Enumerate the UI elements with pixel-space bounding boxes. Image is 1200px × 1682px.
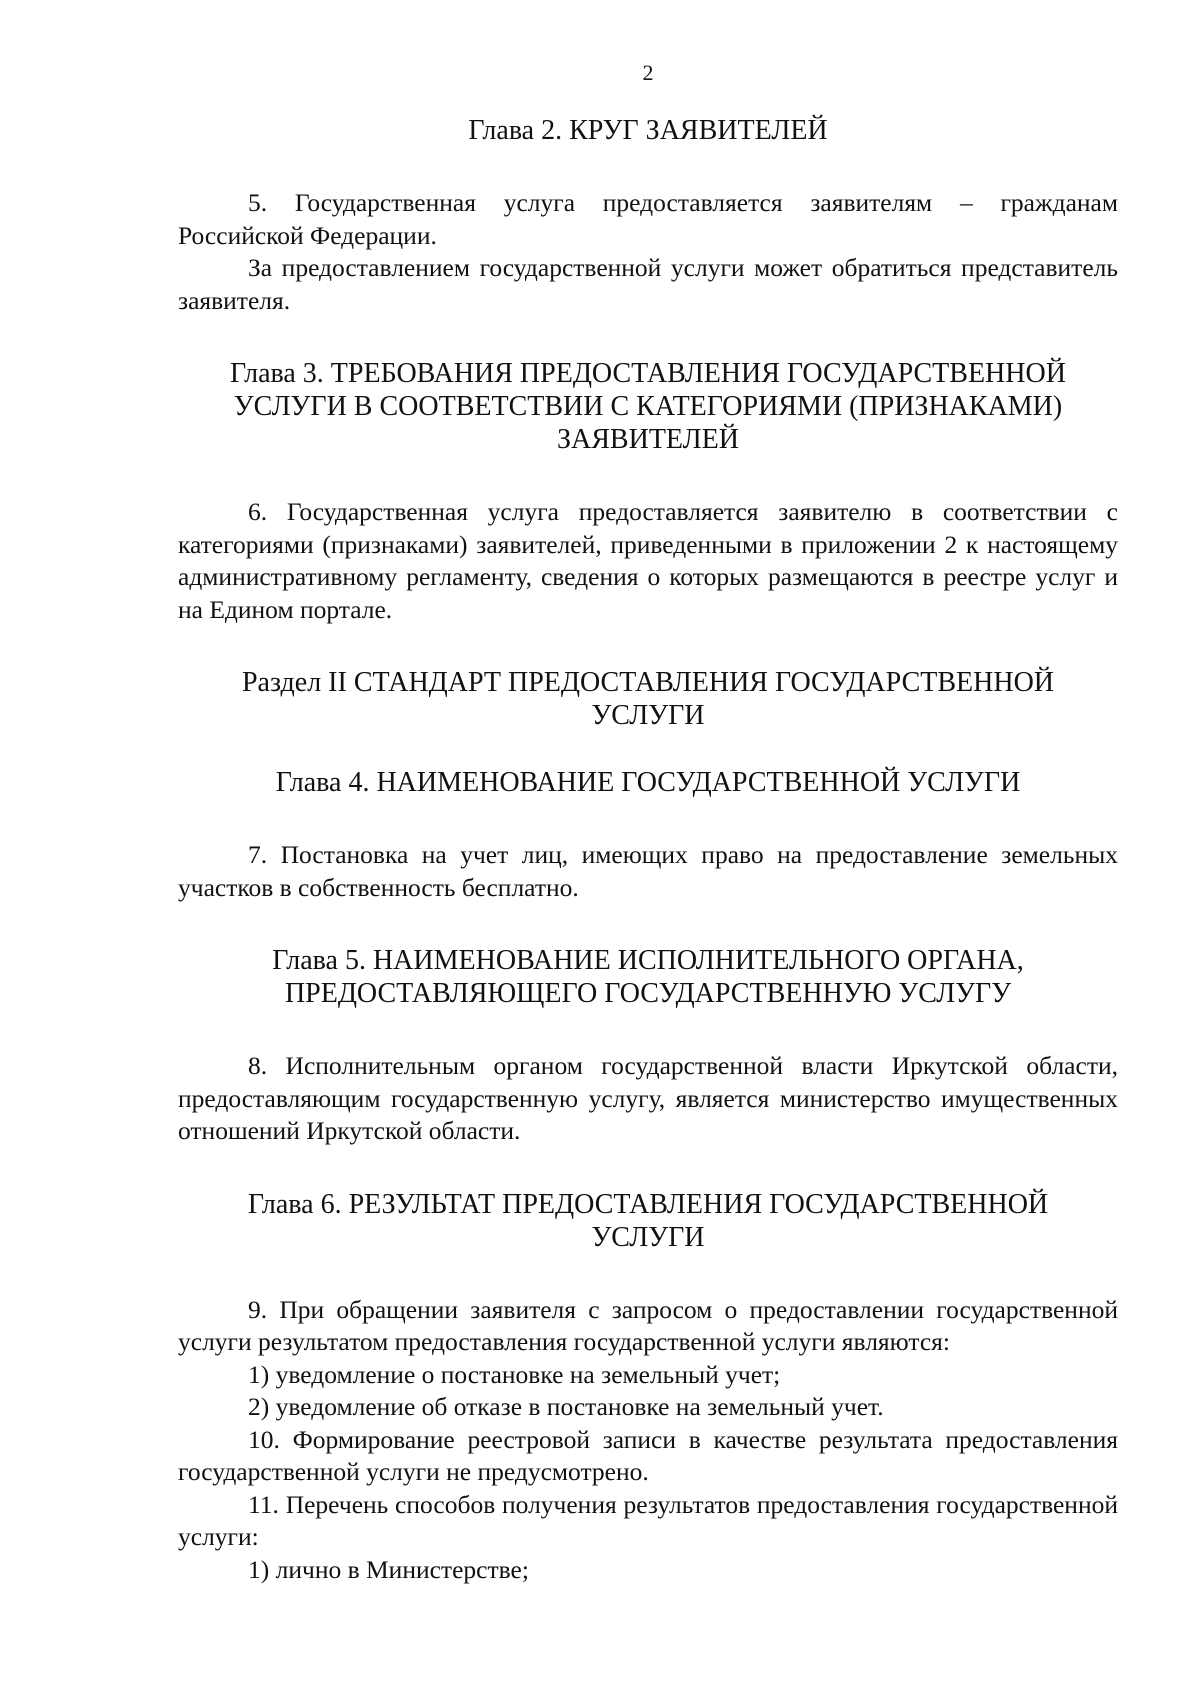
page-number: 2 [642,60,654,85]
heading-line: УСЛУГИ [591,1221,705,1253]
heading-line: Глава 2. КРУГ ЗАЯВИТЕЛЕЙ [468,115,828,146]
heading-line: Глава 4. НАИМЕНОВАНИЕ ГОСУДАРСТВЕННОЙ УСЛУГИ [275,767,1021,798]
list-item: 1) лично в Министерстве; [248,1554,529,1584]
chapter-4-heading [178,766,1118,799]
heading-line: ЗАЯВИТЕЛЕЙ [557,424,739,455]
list-item: 1) уведомление о постановке на земельный учет; [248,1359,781,1389]
paragraph-6: 6. Государственная услуга предоставляется заявителю в соответствии с категориями (признаками) заявителей, приведенными в приложении 2 к настоящему административному регламенту, сведения о которых размещаются в реестре услуг и на Едином портале. [178,497,1118,624]
section-2-heading [178,666,1118,732]
heading-line: УСЛУГИ В СООТВЕТСТВИИ С КАТЕГОРИЯМИ (ПРИЗНАКАМИ) [233,391,1063,422]
paragraph-10: 10. Формирование реестровой записи в качестве результата предоставления государственной услуги не предусмотрено. [178,1424,1118,1486]
heading-line: УСЛУГИ [591,700,705,731]
heading-line: Глава 6. РЕЗУЛЬТАТ ПРЕДОСТАВЛЕНИЯ ГОСУДАРСТВЕННОЙ [247,1188,1049,1220]
paragraph-7: 7. Постановка на учет лиц, имеющих право на предоставление земельных участков в собственность бесплатно. [178,840,1118,902]
chapter-2-heading [178,114,1118,147]
chapter-5-heading [178,944,1118,1010]
paragraph-11: 11. Перечень способов получения результатов предоставления государственной услуги: [178,1489,1118,1551]
heading-line: ПРЕДОСТАВЛЯЮЩЕГО ГОСУДАРСТВЕННУЮ УСЛУГУ [284,978,1012,1009]
heading-line: Глава 5. НАИМЕНОВАНИЕ ИСПОЛНИТЕЛЬНОГО ОРГАНА, [272,945,1024,976]
paragraph-5: 5. Государственная услуга предоставляется заявителям – гражданам Российской Федерации. [178,188,1118,250]
paragraph-9: 9. При обращении заявителя с запросом о предоставлении государственной услуги результатом предоставления государственной услуги являются: [178,1294,1118,1356]
chapter-6-heading [178,1188,1118,1254]
list-item: 2) уведомление об отказе в постановке на земельный учет. [248,1392,884,1421]
heading-line: Глава 3. ТРЕБОВАНИЯ ПРЕДОСТАВЛЕНИЯ ГОСУДАРСТВЕННОЙ [230,358,1066,389]
paragraph-8: 8. Исполнительным органом государственной власти Иркутской области, предоставляющим государственную услугу, является министерство имущественных отношений Иркутской области. [178,1051,1118,1145]
chapter-3-heading [178,357,1118,456]
paragraph-5-representative: За предоставлением государственной услуги может обратиться представитель заявителя. [178,253,1118,315]
document-page [178,58,1118,1586]
heading-line: Раздел II СТАНДАРТ ПРЕДОСТАВЛЕНИЯ ГОСУДАРСТВЕННОЙ [241,667,1055,698]
